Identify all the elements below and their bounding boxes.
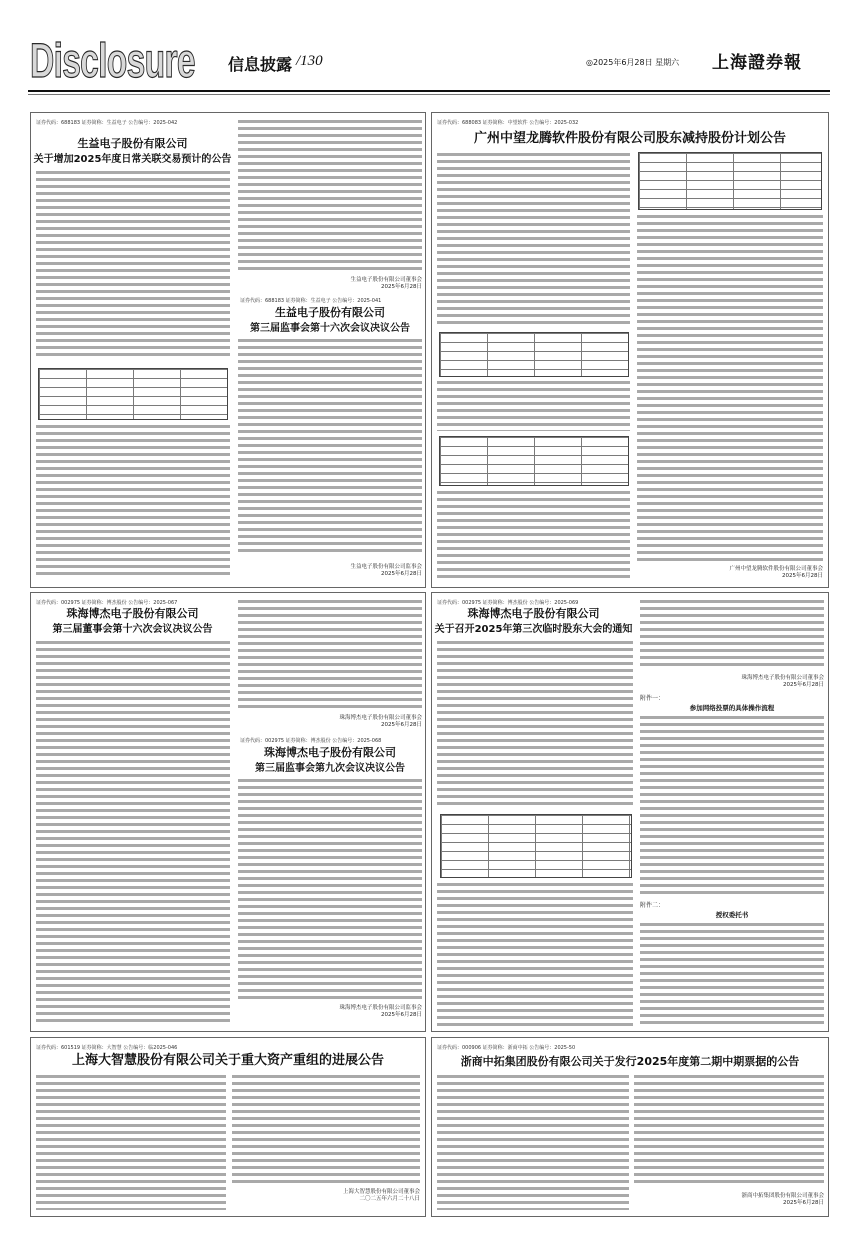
issue-date: ◎2025年6月28日 星期六 xyxy=(586,58,680,67)
page-number: /130 xyxy=(296,53,323,69)
signature-org: 珠海博杰电子股份有限公司监事会 xyxy=(339,1005,422,1011)
body-text xyxy=(640,716,824,898)
article-title: 珠海博杰电子股份有限公司 xyxy=(467,607,600,620)
stock-code-line: 证券代码：688183 证券简称：生益电子 公告编号：2025-041 xyxy=(240,298,382,304)
signature-org: 上海大智慧股份有限公司董事会 xyxy=(342,1189,420,1195)
article-subtitle: 关于召开2025年第三次临时股东大会的通知 xyxy=(434,624,633,635)
body-text xyxy=(437,381,630,431)
body-text xyxy=(640,600,824,670)
article-subtitle: 第三届董事会第十六次会议决议公告 xyxy=(52,624,213,635)
body-text xyxy=(437,153,630,328)
body-text xyxy=(238,120,422,274)
data-table xyxy=(38,368,228,420)
signature xyxy=(640,675,824,689)
body-text xyxy=(36,171,230,360)
data-table xyxy=(638,152,822,210)
signature-org: 生益电子股份有限公司董事会 xyxy=(350,277,422,283)
signature-org: 浙商中拓集团股份有限公司董事会 xyxy=(741,1193,824,1199)
article-title: 生益电子股份有限公司 xyxy=(77,137,188,150)
body-text xyxy=(437,641,633,809)
masthead-logo: 上海證券報 xyxy=(712,53,802,73)
signature xyxy=(238,277,422,291)
body-text xyxy=(238,339,422,556)
article-subtitle: 关于增加2025年度日常关联交易预计的公告 xyxy=(33,154,232,165)
article-title: 广州中望龙腾软件股份有限公司股东减持股份计划公告 xyxy=(473,131,786,146)
data-table xyxy=(440,814,632,878)
header-rule-thin xyxy=(28,94,830,95)
section-title: 信息披露 xyxy=(228,55,293,74)
body-text xyxy=(437,1075,629,1210)
article-title: 珠海博杰电子股份有限公司 xyxy=(66,607,199,620)
annex-title: 参加网络投票的具体操作流程 xyxy=(689,704,775,712)
signature-org: 珠海博杰电子股份有限公司董事会 xyxy=(339,715,422,721)
signature-date: 2025年6月28日 xyxy=(782,573,823,579)
data-table xyxy=(439,332,629,377)
signature-date: 2025年6月28日 xyxy=(381,571,422,577)
body-text xyxy=(634,1075,824,1187)
signature xyxy=(238,564,422,578)
signature xyxy=(238,715,422,729)
stock-code-line: 证券代码：688083 证券简称：中望软件 公告编号：2025-032 xyxy=(437,120,579,126)
data-table xyxy=(439,436,629,486)
body-text xyxy=(238,600,422,712)
article-subtitle: 第三届监事会第十六次会议决议公告 xyxy=(250,323,410,334)
header-rule xyxy=(28,90,830,92)
signature-org: 生益电子股份有限公司监事会 xyxy=(350,564,422,570)
body-text xyxy=(36,425,230,579)
article-title: 上海大智慧股份有限公司关于重大资产重组的进展公告 xyxy=(71,1053,384,1068)
body-text xyxy=(640,923,824,1026)
signature xyxy=(634,1193,824,1207)
article-title: 生益电子股份有限公司 xyxy=(275,306,385,319)
signature-date: 二〇二五年六月二十八日 xyxy=(359,1196,420,1202)
body-text xyxy=(637,215,823,562)
signature-date: 2025年6月28日 xyxy=(783,1200,824,1206)
stock-code-line: 证券代码：002975 证券简称：博杰股份 公告编号：2025-069 xyxy=(437,600,579,606)
stock-code-line: 证券代码：000906 证券简称：浙商中拓 公告编号：2025-50 xyxy=(437,1045,576,1051)
stock-code-line: 证券代码：002975 证券简称：博杰股份 公告编号：2025-067 xyxy=(36,600,178,606)
signature xyxy=(637,566,823,580)
signature-org: 广州中望龙腾软件股份有限公司董事会 xyxy=(729,566,823,572)
body-text xyxy=(36,641,230,1026)
signature-date: 2025年6月28日 xyxy=(381,284,422,290)
annex-title: 授权委托书 xyxy=(715,911,749,919)
body-text xyxy=(437,883,633,1026)
article-subtitle: 第三届监事会第九次会议决议公告 xyxy=(255,763,405,774)
section-wordmark: Disclosure xyxy=(30,35,195,88)
stock-code-line: 证券代码：601519 证券简称：大智慧 公告编号：临2025-046 xyxy=(36,1045,178,1051)
signature xyxy=(238,1005,422,1019)
body-text xyxy=(238,779,422,999)
stock-code-line: 证券代码：002975 证券简称：博杰股份 公告编号：2025-068 xyxy=(240,738,382,744)
signature-org: 珠海博杰电子股份有限公司董事会 xyxy=(741,675,824,681)
annex-label: 附件一： xyxy=(640,695,665,702)
body-text xyxy=(232,1075,420,1183)
article-title: 珠海博杰电子股份有限公司 xyxy=(264,746,396,759)
signature-date: 2025年6月28日 xyxy=(783,682,824,688)
stock-code-line: 证券代码：688183 证券简称：生益电子 公告编号：2025-042 xyxy=(36,120,178,126)
article-title: 浙商中拓集团股份有限公司关于发行2025年度第二期中期票据的公告 xyxy=(460,1055,800,1068)
body-text xyxy=(437,491,630,580)
body-text xyxy=(36,1075,226,1210)
signature-date: 2025年6月28日 xyxy=(381,1012,422,1018)
annex-label: 附件二： xyxy=(640,902,665,909)
signature-date: 2025年6月28日 xyxy=(381,722,422,728)
signature xyxy=(232,1189,420,1203)
